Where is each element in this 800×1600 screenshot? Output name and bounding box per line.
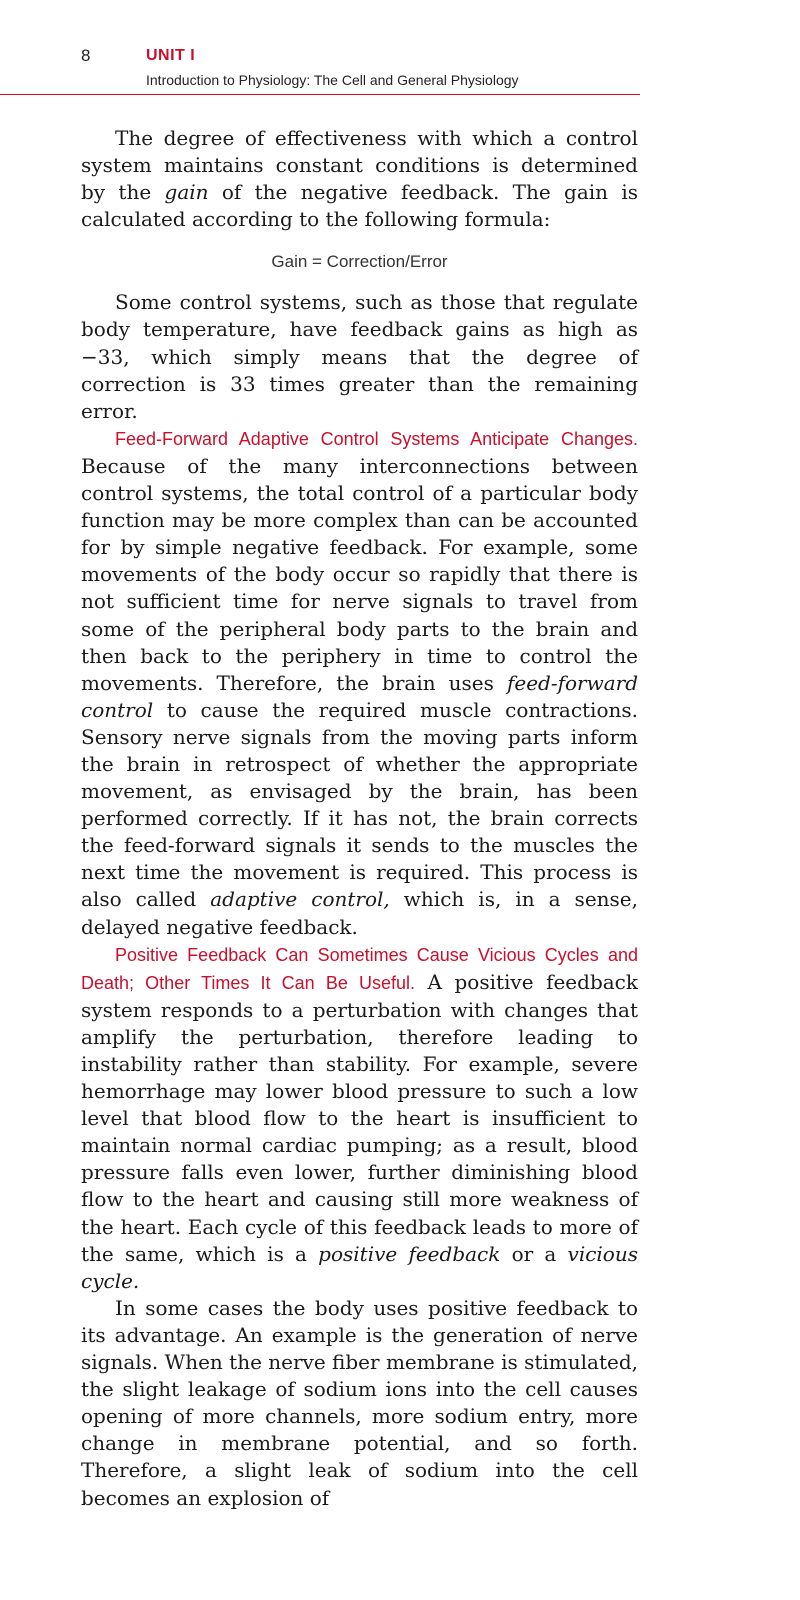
emphasis: feed-forward control: [81, 670, 638, 722]
body-text: [81, 125, 638, 1512]
text-run: to cause the required muscle contractions. Sensory nerve signals from the moving parts inform the brain in retrospect of whether the appropriate movement, as envisaged by the brain, has been performed correctly. If it has not, the brain corrects the feed-forward signals it sends to the muscles the next time the movement is required. This process is also called: [81, 697, 638, 912]
text-run: The degree of effectiveness with which a control system maintains constant conditions is determined by the: [81, 126, 638, 205]
emphasis: adaptive control,: [210, 887, 390, 912]
paragraph-positive-feedback: [81, 941, 638, 1295]
emphasis: vicious cycle.: [81, 1241, 638, 1293]
page-number: 8: [81, 46, 91, 65]
paragraph-feed-forward: [81, 425, 638, 941]
section-heading: Positive Feedback Can Sometimes Cause Vicious Cycles and Death; Other Times It Can Be Useful.: [81, 944, 638, 993]
paragraph-nerve-signals: In some cases the body uses positive feedback to its advantage. An example is the generation of nerve signals. When the nerve fiber membrane is stimulated, the slight leakage of sodium ions into the cell causes opening of more channels, more sodium entry, more change in membrane potential, and so forth. Therefore, a slight leak of sodium into the cell becomes an explosion of: [81, 1295, 638, 1510]
paragraph-feedback-gains: Some control systems, such as those that regulate body temperature, have feedback gains as high as −33, which simply means that the degree of correction is 33 times greater than the remaining error.: [81, 290, 638, 423]
text-run: of the negative feedback. The gain is calculated according to the following formula:: [81, 180, 639, 232]
text-run: or a: [500, 1241, 568, 1266]
text-run: A positive feedback system responds to a perturbation with changes that amplify the perturbation, therefore leading to instability rather than stability. For example, severe hemorrhage may lower blood pressure to such a low level that blood flow to the heart is insufficient to maintain normal cardiac pumping; as a result, blood pressure falls even lower, further diminishing blood flow to the heart and causing still more weakness of the heart. Each cycle of this feedback leads to more of the same, which is a: [81, 969, 638, 1266]
header-rule: [0, 94, 640, 95]
unit-label: UNIT I: [146, 47, 196, 64]
text-run: which is, in a sense, delayed negative feedback.: [81, 887, 638, 939]
emphasis: positive feedback: [318, 1241, 501, 1266]
gain-formula: Gain = Correction/Error: [271, 252, 448, 272]
section-heading: Feed-Forward Adaptive Control Systems Anticipate Changes.: [115, 428, 638, 449]
paragraph-gain: [81, 125, 638, 233]
running-header: [0, 0, 800, 100]
text-run: Because of the many interconnections between control systems, the total control of a particular body function may be more complex than can be accounted for by simple negative feedback. For example, some movements of the body occur so rapidly that there is not sufficient time for nerve signals to travel from some of the peripheral body parts to the brain and then back to the periphery in time to control the movements. Therefore, the brain uses: [81, 453, 638, 695]
chapter-subtitle: Introduction to Physiology: The Cell and General Physiology: [146, 72, 519, 88]
emphasis: gain: [164, 180, 209, 205]
